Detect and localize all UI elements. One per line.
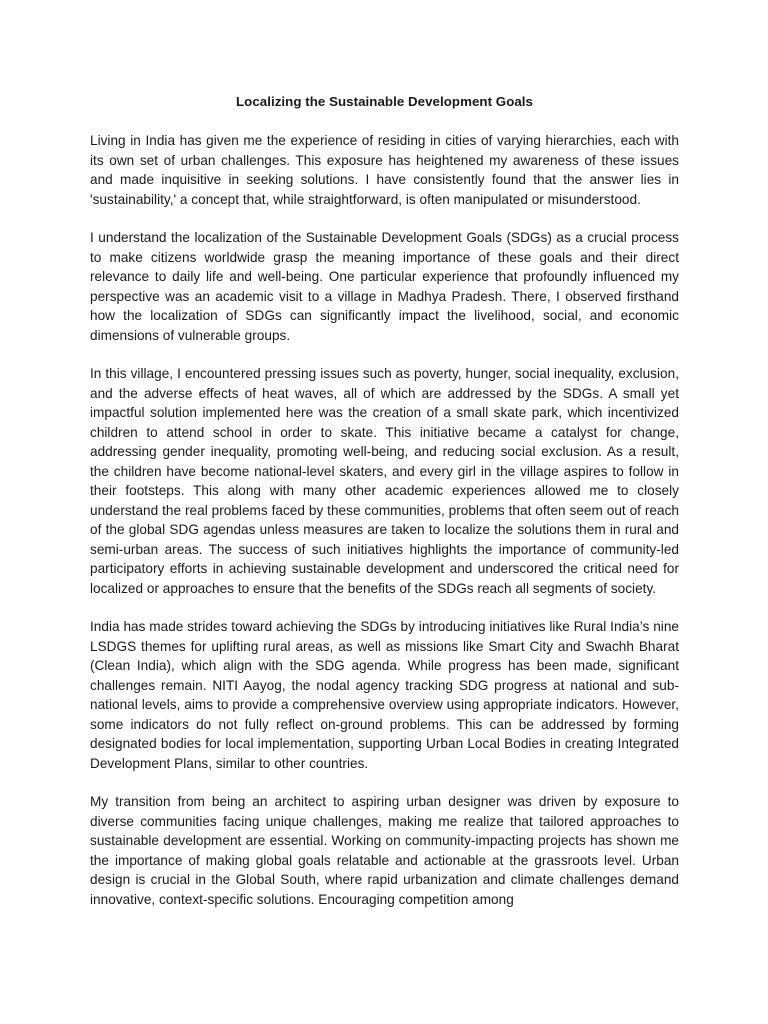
document-title: Localizing the Sustainable Development Goals: [235, 94, 533, 109]
paragraph-3: In this village, I encountered pressing issues such as poverty, hunger, social inequality, exclusion, and the adverse effects of heat waves, all of which are addressed by the SDGs. A small yet impactful solution implemented here was the creation of a small skate park, which incentivized children to attend school in order to skate. This initiative became a catalyst for change, addressing gender inequality, promoting well-being, and reducing social exclusion. As a result, the children have become national-level skaters, and every girl in the village aspires to follow in their footsteps. This along with many other academic experiences allowed me to closely understand the real problems faced by these communities, problems that often seem out of reach of the global SDG agendas unless measures are taken to localize the solutions them in rural and semi-urban areas. The success of such initiatives highlights the importance of community-led participatory efforts in achieving sustainable development and underscored the critical need for localized or approaches to ensure that the benefits of the SDGs reach all segments of society.: [90, 366, 679, 596]
paragraph-2: I understand the localization of the Sustainable Development Goals (SDGs) as a crucial process to make citizens worldwide grasp the meaning importance of these goals and their direct relevance to daily life and well-being. One particular experience that profoundly influenced my perspective was an academic visit to a village in Madhya Pradesh. There, I observed firsthand how the localization of SDGs can significantly impact the livelihood, social, and economic dimensions of vulnerable groups.: [90, 230, 679, 343]
paragraph-4: India has made strides toward achieving the SDGs by introducing initiatives like Rural India’s nine LSDGS themes for uplifting rural areas, as well as missions like Smart City and Swachh Bharat (Clean India), which align with the SDG agenda. While progress has been made, significant challenges remain. NITI Aayog, the nodal agency tracking SDG progress at national and sub-national levels, aims to provide a comprehensive overview using appropriate indicators. However, some indicators do not fully reflect on-ground problems. This can be addressed by forming designated bodies for local implementation, supporting Urban Local Bodies in creating Integrated Development Plans, similar to other countries.: [90, 619, 679, 771]
paragraph-1: Living in India has given me the experience of residing in cities of varying hierarchies, each with its own set of urban challenges. This exposure has heightened my awareness of these issues and made inquisitive in seeking solutions. I have consistently found that the answer lies in 'sustainability,' a concept that, while straightforward, is often manipulated or misunderstood.: [90, 133, 679, 207]
paragraph-5: My transition from being an architect to aspiring urban designer was driven by exposure to diverse communities facing unique challenges, making me realize that tailored approaches to sustainable development are essential. Working on community-impacting projects has shown me the importance of making global goals relatable and actionable at the grassroots level. Urban design is crucial in the Global South, where rapid urbanization and climate challenges demand innovative, context-specific solutions. Encouraging competition among: [90, 794, 679, 907]
document-page: [90, 92, 679, 928]
